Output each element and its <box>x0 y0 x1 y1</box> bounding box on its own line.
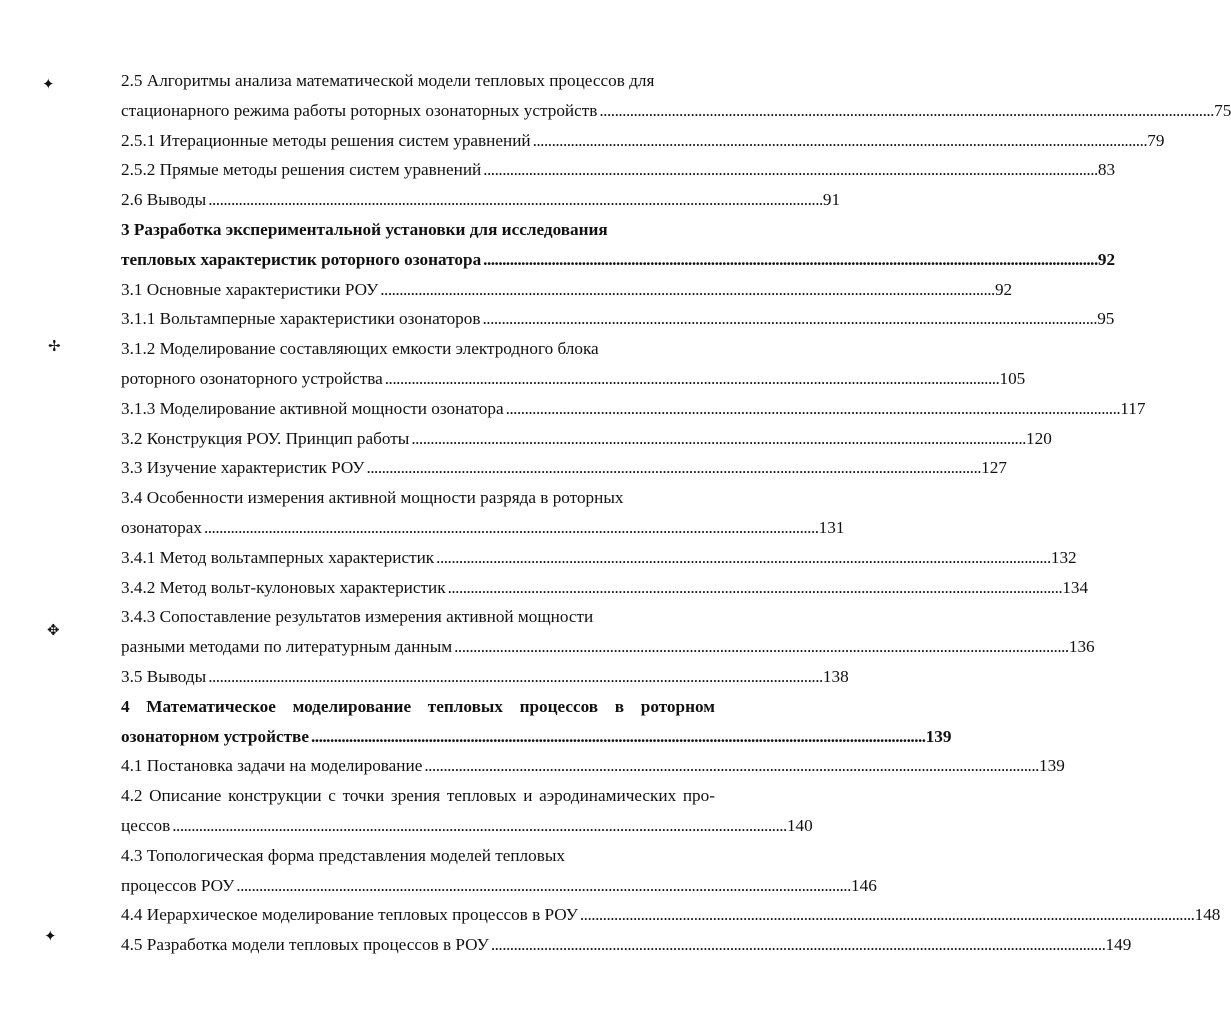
toc-line <box>121 364 1026 394</box>
toc-page-number: 92 <box>994 279 1013 299</box>
toc-leader-dots <box>424 751 1037 781</box>
toc-word: конструкции <box>228 786 322 806</box>
toc-leader-dots <box>204 513 817 543</box>
binding-mark-icon: ✥ <box>47 623 60 639</box>
toc-page-number: 132 <box>1050 547 1077 567</box>
toc-entry-title: 2.5.2 Прямые методы решения систем уравнений <box>121 160 482 180</box>
toc-line <box>121 275 1013 305</box>
toc-line <box>121 841 715 871</box>
toc-entry-title: 4.1 Постановка задачи на моделирование <box>121 756 423 776</box>
toc-page-number: 92 <box>1097 249 1116 269</box>
toc-page-number: 146 <box>851 875 877 895</box>
toc-line <box>121 900 1221 930</box>
toc-leader-dots <box>236 871 849 901</box>
toc-entry-title: 3.1.1 Вольтамперные характеристики озонаторов <box>121 309 481 329</box>
table-of-contents <box>121 66 1231 960</box>
toc-leader-dots <box>483 155 1096 185</box>
toc-entry-title: озонаторном устройстве <box>121 726 309 746</box>
toc-line <box>121 692 715 722</box>
toc-entry-title: 3.4.2 Метод вольт-кулоновых характеристик <box>121 577 446 597</box>
toc-page-number: 75 <box>1214 100 1231 120</box>
toc-leader-dots <box>482 304 1095 334</box>
toc-entry-title: 3.3 Изучение характеристик РОУ <box>121 458 365 478</box>
toc-leader-dots <box>208 185 821 215</box>
toc-line <box>121 602 715 632</box>
toc-line <box>121 573 1089 603</box>
toc-word: зрения <box>390 786 441 806</box>
toc-line <box>121 185 841 215</box>
toc-page-number: 139 <box>925 726 952 746</box>
toc-leader-dots <box>311 722 924 752</box>
toc-entry-title: 2.5.1 Итерационные методы решения систем уравнений <box>121 130 531 150</box>
toc-leader-dots <box>483 245 1096 275</box>
toc-line <box>121 304 1115 334</box>
toc-line <box>121 513 845 543</box>
toc-page-number: 139 <box>1039 756 1065 776</box>
toc-page-number: 140 <box>786 815 813 835</box>
toc-entry-title: 3.2 Конструкция РОУ. Принцип работы <box>121 428 410 448</box>
toc-entry-title: стационарного режима работы роторных озонаторных устройств <box>121 100 598 120</box>
toc-entry-title: 4.3 Топологическая форма представления моделей тепловых <box>121 845 565 865</box>
toc-page-number: 79 <box>1147 130 1165 150</box>
toc-line <box>121 811 813 841</box>
toc-leader-dots <box>208 662 821 692</box>
toc-line <box>121 751 1065 781</box>
toc-line <box>121 483 715 513</box>
toc-line <box>121 543 1077 573</box>
toc-word: Математическое <box>146 696 276 716</box>
toc-line <box>121 215 715 245</box>
toc-leader-dots <box>385 364 998 394</box>
toc-page-number: 149 <box>1105 935 1132 955</box>
toc-page-number: 127 <box>981 458 1007 478</box>
toc-entry-title: 3.1 Основные характеристики РОУ <box>121 279 379 299</box>
toc-line <box>121 394 1146 424</box>
toc-page-number: 83 <box>1097 160 1116 180</box>
toc-word: с <box>328 786 336 806</box>
toc-leader-dots <box>380 275 993 305</box>
toc-word: про- <box>682 786 715 806</box>
toc-word: Описание <box>149 786 222 806</box>
toc-entry-title: 3.4.3 Сопоставление результатов измерения активной мощности <box>121 607 594 627</box>
toc-page-number: 138 <box>822 666 849 686</box>
toc-word: тепловых <box>427 696 503 716</box>
binding-mark-icon: ✦ <box>42 77 55 93</box>
toc-line <box>121 632 1095 662</box>
toc-page-number: 148 <box>1194 905 1221 925</box>
toc-leader-dots <box>448 573 1061 603</box>
toc-entry-title: 2.6 Выводы <box>121 190 207 210</box>
toc-word: тепловых <box>446 786 517 806</box>
toc-page-number: 105 <box>999 368 1026 388</box>
toc-entry-title: тепловых характеристик роторного озонатора <box>121 249 482 269</box>
toc-word: моделирование <box>292 696 412 716</box>
toc-entry-title: цессов <box>121 815 171 835</box>
toc-word: 4 <box>121 696 130 716</box>
toc-page-number: 91 <box>822 190 841 210</box>
toc-leader-dots <box>172 811 785 841</box>
toc-page-number: 136 <box>1068 637 1095 657</box>
toc-page-number: 117 <box>1120 398 1146 418</box>
toc-line <box>121 245 1116 275</box>
toc-entry-title: 3.4 Особенности измерения активной мощности разряда в роторных <box>121 488 624 508</box>
toc-entry-title: 4.5 Разработка модели тепловых процессов в РОУ <box>121 935 489 955</box>
toc-line <box>121 781 715 811</box>
binding-mark-icon: ✦ <box>44 929 57 945</box>
toc-leader-dots <box>436 543 1049 573</box>
toc-line <box>121 424 1052 454</box>
toc-word: в <box>614 696 625 716</box>
toc-entry-title: 3.1.3 Моделирование активной мощности озонатора <box>121 398 504 418</box>
toc-entry-title: 3.1.2 Моделирование составляющих емкости электродного блока <box>121 339 599 359</box>
toc-entry-title: 2.5 Алгоритмы анализа математической модели тепловых процессов для <box>121 71 655 90</box>
toc-line <box>121 96 1231 126</box>
toc-entry-title: разными методами по литературным данным <box>121 637 453 657</box>
toc-line <box>121 155 1116 185</box>
toc-page-number: 95 <box>1097 309 1115 329</box>
toc-line <box>121 722 952 752</box>
toc-line <box>121 871 877 901</box>
toc-line <box>121 453 1007 483</box>
toc-line <box>121 334 715 364</box>
toc-word: процессов <box>519 696 599 716</box>
toc-leader-dots <box>506 394 1119 424</box>
toc-word: аэродинамических <box>539 786 677 806</box>
toc-page-number: 131 <box>818 517 845 537</box>
toc-leader-dots <box>411 424 1024 454</box>
toc-line <box>121 930 1132 960</box>
toc-leader-dots <box>366 453 979 483</box>
toc-entry-title: 3.5 Выводы <box>121 666 207 686</box>
toc-entry-title: 3.4.1 Метод вольтамперных характеристик <box>121 547 435 567</box>
toc-leader-dots <box>580 900 1193 930</box>
toc-line <box>121 126 1165 156</box>
toc-entry-title: 3 Разработка экспериментальной установки для исследования <box>121 219 608 239</box>
toc-page-number: 120 <box>1026 428 1052 448</box>
toc-leader-dots <box>599 96 1212 126</box>
toc-word: и <box>523 786 533 806</box>
toc-line <box>121 66 715 96</box>
toc-page-number: 134 <box>1062 577 1089 597</box>
toc-leader-dots <box>491 930 1104 960</box>
toc-word: точки <box>342 786 385 806</box>
toc-entry-title: озонаторах <box>121 517 202 537</box>
toc-word: 4.2 <box>121 786 143 806</box>
binding-mark-icon: ✢ <box>48 339 61 355</box>
toc-line <box>121 662 849 692</box>
toc-entry-title: 4.4 Иерархическое моделирование тепловых процессов в РОУ <box>121 905 578 925</box>
toc-leader-dots <box>533 126 1146 156</box>
toc-entry-title: роторного озонаторного устройства <box>121 368 383 388</box>
toc-entry-title: процессов РОУ <box>121 875 235 895</box>
toc-word: роторном <box>640 696 715 716</box>
toc-leader-dots <box>454 632 1067 662</box>
